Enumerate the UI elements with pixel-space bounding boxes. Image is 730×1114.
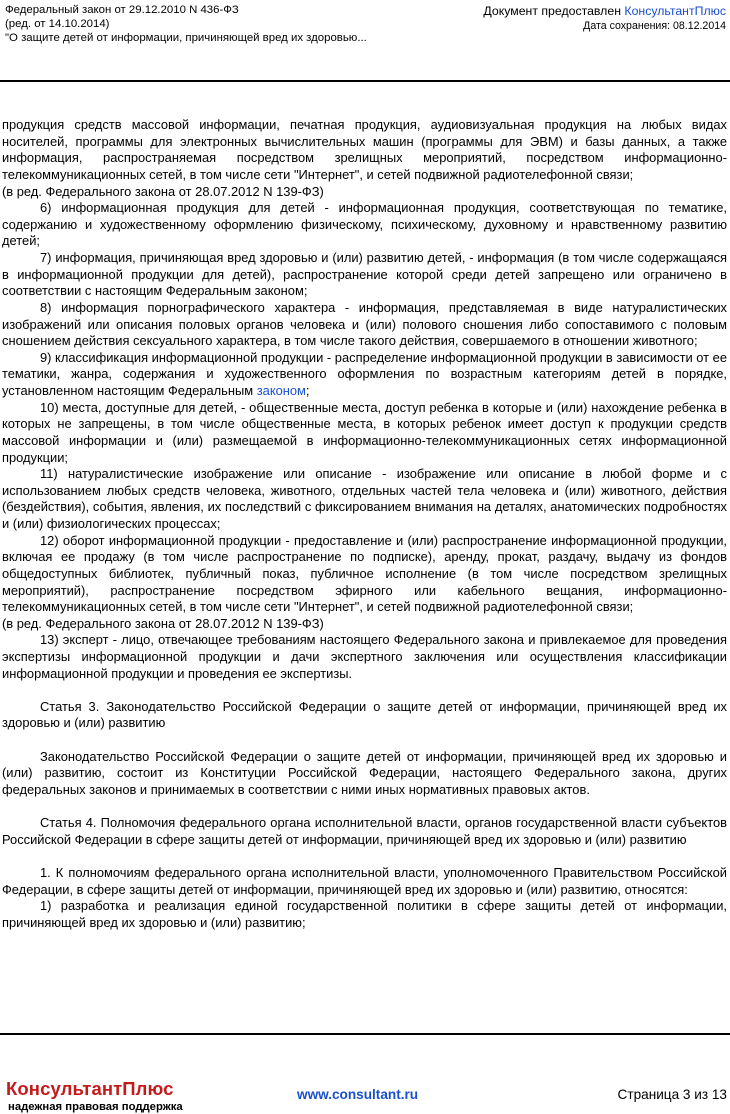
spacer xyxy=(2,732,727,749)
amendment-note: (в ред. Федерального закона от 28.07.2012 N 139-ФЗ) xyxy=(2,615,324,631)
definition-item: 12) оборот информационной продукции - предоставление и (или) распространение информационной продукции, включая ее продажу (в том числе распространение по подписке), аренду, прокат, раздачу, выдачу из фондов общедоступных библиотек, публичный показ, публичное исполнение (в том числе посредством зрелищных мероприятий), распространение посредством эфирного или кабельного вещания, информационно-телекоммуникационных сетей, в том числе сети "Интернет", и сетей подвижной радиотелефонной связи; xyxy=(2,532,727,615)
article-4-item: 1) разработка и реализация единой государственной политики в сфере защиты детей от информации, причиняющей вред их здоровью и (или) развитию; xyxy=(2,898,727,930)
definition-item xyxy=(2,350,727,400)
document-body xyxy=(2,117,727,932)
definition-end: ; xyxy=(305,383,310,398)
spacer xyxy=(2,682,727,699)
document-reference xyxy=(5,3,367,46)
provided-by xyxy=(483,4,726,19)
page-footer xyxy=(0,1035,730,1114)
law-name-line: "О защите детей от информации, причиняющей вред их здоровью... xyxy=(5,32,367,45)
page-header xyxy=(0,0,730,82)
site-link[interactable]: www.consultant.ru xyxy=(297,1087,419,1102)
law-title-line: Федеральный закон от 29.12.2010 N 436-ФЗ xyxy=(5,4,239,16)
definition-item: 7) информация, причиняющая вред здоровью и (или) развитию детей, - информация (в том числе содержащаяся в информационной продукции для детей), распространение которой среди детей запрещено или ограничено в соответствии с настоящим Федеральным законом; xyxy=(2,250,727,299)
definition-item: 11) натуралистические изображение или описание - изображение или описание в любой форме и с использованием любых средств человека, животного, отдельных частей тела человека и (или) животного, действия (бездействия), события, явления, их последствий с фиксированием внимания на деталях, анатомических подробностях и (или) физиологических процессах; xyxy=(2,466,727,531)
consultant-logo: КонсультантПлюс xyxy=(6,1078,174,1099)
header-divider xyxy=(0,80,730,82)
logo-tagline: надежная правовая поддержка xyxy=(8,1101,183,1113)
document-source xyxy=(483,4,726,33)
paragraph: продукция средств массовой информации, печатная продукция, аудиовизуальная продукция на любых видах носителей, программы для электронных вычислительных машин (программы для ЭВМ) и базы данных, а также информация, распространяемая посредством зрелищных мероприятий, посредством информационно-телекоммуникационных сетей, в том числе сети "Интернет", и сетей подвижной радиотелефонной связи; xyxy=(2,117,727,182)
article-3-text: Законодательство Российской Федерации о защите детей от информации, причиняющей вред их здоровью и (или) развитию, состоит из Конституции Российской Федерации, настоящего Федерального закона, других федеральных законов и принимаемых в соответствии с ними иных нормативных правовых актов. xyxy=(2,748,727,797)
definition-item: 6) информационная продукция для детей - информационная продукция, соответствующая по тематике, содержанию и художественному оформлению физическому, психическому, духовному и нравственному развитию детей; xyxy=(2,200,727,249)
saved-date: Дата сохранения: 08.12.2014 xyxy=(583,20,726,32)
provided-by-text: Документ предоставлен xyxy=(483,4,625,18)
page-number: Страница 3 из 13 xyxy=(617,1087,727,1102)
definition-item: 8) информация порнографического характера - информация, представляемая в виде натуралистических изображений или описания половых органов человека и (или) полового сношения либо сопоставимого с половым сношением действия сексуального характера, в том числе такого действия, совершаемого в отношении животного; xyxy=(2,299,727,349)
article-4-title: Статья 4. Полномочия федерального органа исполнительной власти, органов государственной власти субъектов Российской Федерации в сфере защиты детей от информации, причиняющей вред их здоровью и (или) развитию xyxy=(2,815,727,847)
law-revision-line: (ред. от 14.10.2014) xyxy=(5,18,110,31)
amendment-note: (в ред. Федерального закона от 28.07.2012 N 139-ФЗ) xyxy=(2,183,324,199)
law-link[interactable]: законом xyxy=(256,383,306,398)
definition-item: 13) эксперт - лицо, отвечающее требованиям настоящего Федерального закона и привлекаемое для проведения экспертизы информационной продукции и дачи экспертного заключения или осуществления классификации информационной продукции и проведения ее экспертизы. xyxy=(2,632,727,681)
definition-text: 9) классификация информационной продукции - распределение информационной продукции в зависимости от ее тематики, жанра, содержания и художественного оформления по возрастным категориям детей в порядке, установленном настоящим Федеральным xyxy=(2,349,727,398)
article-4-paragraph: 1. К полномочиям федерального органа исполнительной власти, уполномоченного Правительством Российской Федерации, в сфере защиты детей от информации, причиняющей вред их здоровью и (или) развитию, относятся: xyxy=(2,865,727,897)
spacer xyxy=(2,848,727,865)
spacer xyxy=(2,799,727,816)
definition-item: 10) места, доступные для детей, - общественные места, доступ ребенка в которые и (или) нахождение ребенка в которых не запрещены, в том числе общественные места, в которых ребенок имеет доступ к продукции средств массовой информации и (или) размещаемой в информационно-телекоммуникационных сетях информационной продукции; xyxy=(2,399,727,465)
provider-brand: КонсультантПлюс xyxy=(624,4,726,18)
article-3-title: Статья 3. Законодательство Российской Федерации о защите детей от информации, причиняющей вред их здоровью и (или) развитию xyxy=(2,698,727,731)
